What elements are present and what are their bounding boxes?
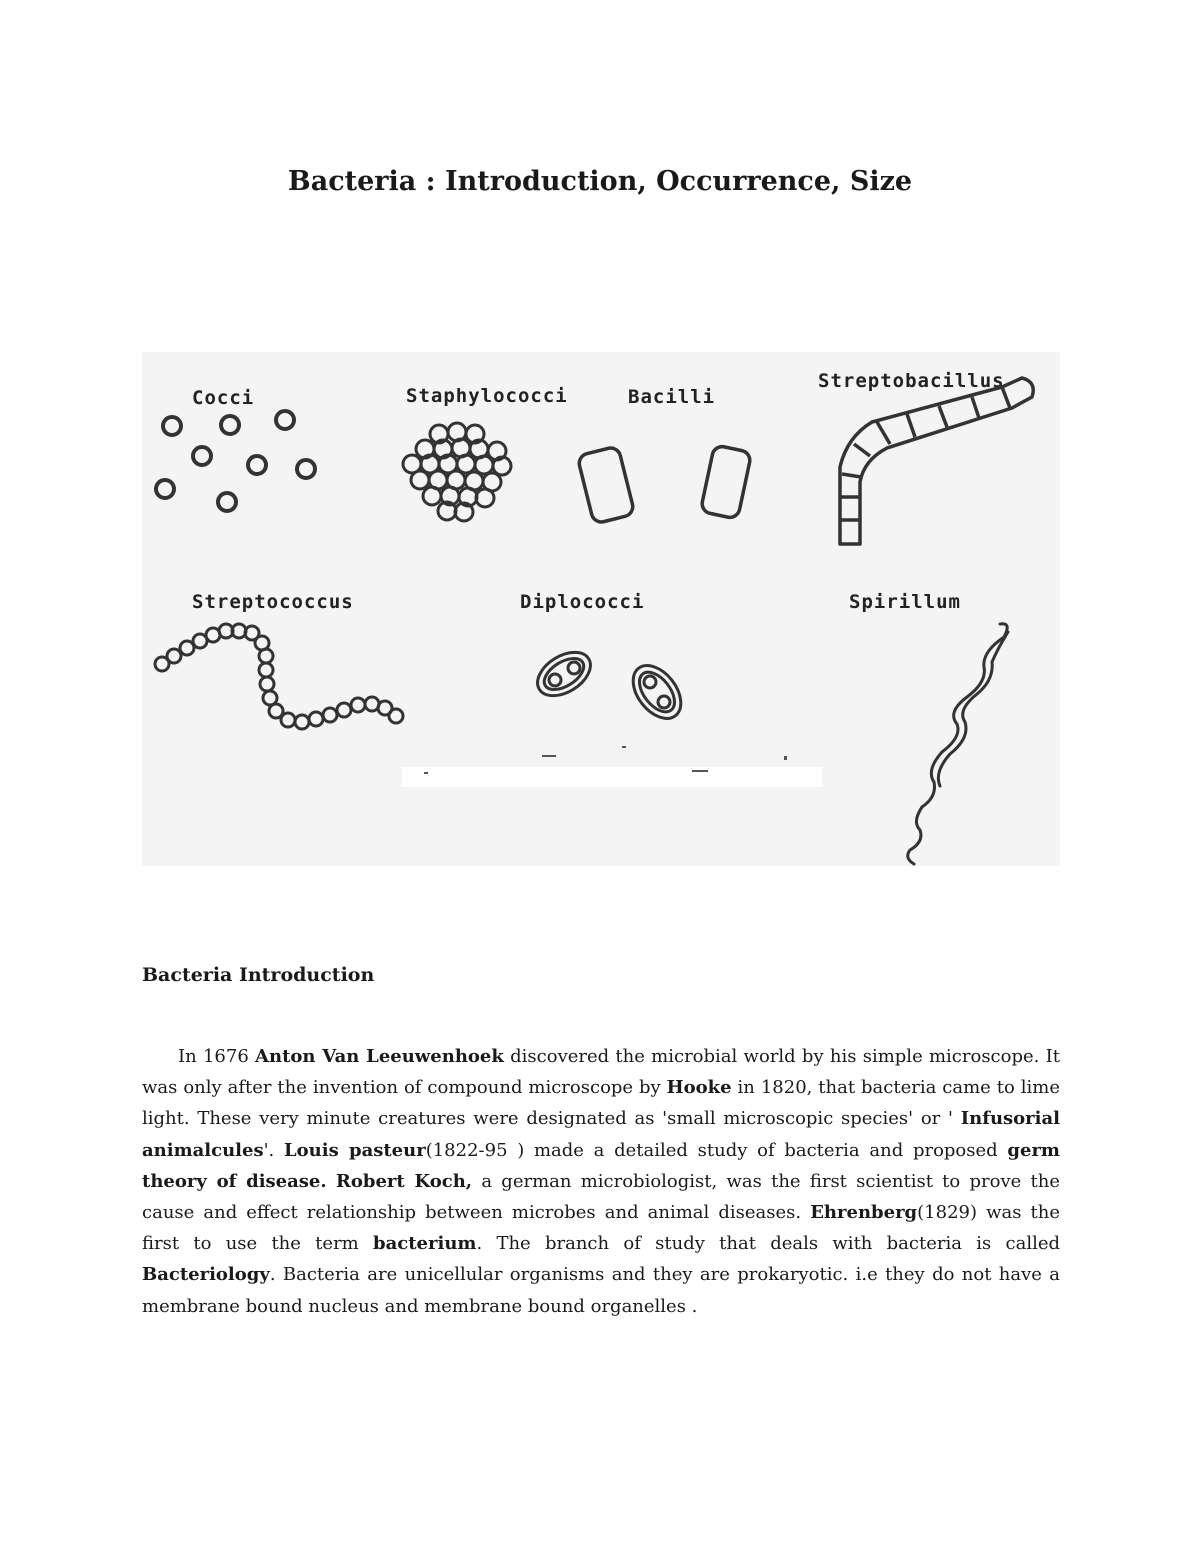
bold-term: Ehrenberg [810, 1202, 918, 1224]
paragraph-text: '. [263, 1139, 284, 1161]
paragraph-text: (1822-95 ) made a detailed study of bacteria and proposed [425, 1139, 1008, 1161]
label-bacilli: Bacilli [628, 386, 716, 408]
bold-term: Infusorial animalcules [142, 1108, 1060, 1161]
intro-paragraph [142, 1041, 1060, 1322]
paragraph-text [327, 1171, 336, 1192]
bold-term: Bacteriology [142, 1264, 270, 1286]
paragraph-text: in 1820, that bacteria came to lime light. These very minute creatures were designated as 'small microscopic species' or ' [142, 1077, 1061, 1130]
section-heading: Bacteria Introduction [142, 964, 375, 986]
paragraph-text: a german microbiologist, was the first scientist to prove the cause and effect relationship between microbes and animal diseases. [142, 1170, 1061, 1224]
paragraph-text: In 1676 [178, 1046, 256, 1067]
paragraph-text: . Bacteria are unicellular organisms and they are prokaryotic. i.e they do not have a membrane bound nucleus and membrane bound organelles . [142, 1264, 1060, 1317]
bacteria-shapes-illustration [142, 352, 1060, 866]
paragraph-text: (1829) was the first to use the term [142, 1202, 1060, 1255]
bold-term: Louis pasteur [284, 1139, 426, 1161]
page-title: Bacteria : Introduction, Occurrence, Size [287, 166, 913, 197]
label-streptobacillus: Streptobacillus [818, 370, 1005, 392]
label-streptococcus: Streptococcus [192, 591, 354, 613]
bold-term: Robert Koch, [335, 1170, 473, 1192]
bold-term: Hooke [666, 1077, 732, 1099]
paragraph-text: discovered the microbial world by his simple microscope. It was only after the invention of compound microscope by [142, 1046, 1060, 1099]
label-staphylococci: Staphylococci [406, 385, 568, 407]
bold-term: germ theory of disease. [142, 1139, 1060, 1192]
bold-term: Anton Van Leeuwenhoek [255, 1046, 504, 1067]
paragraph-text: . The branch of study that deals with bacteria is called [476, 1233, 1061, 1255]
bold-term: bacterium [373, 1233, 477, 1255]
label-spirillum: Spirillum [849, 591, 961, 613]
bacteria-shapes-figure [142, 352, 1060, 866]
label-cocci: Cocci [192, 387, 255, 409]
label-diplococci: Diplococci [520, 591, 645, 613]
